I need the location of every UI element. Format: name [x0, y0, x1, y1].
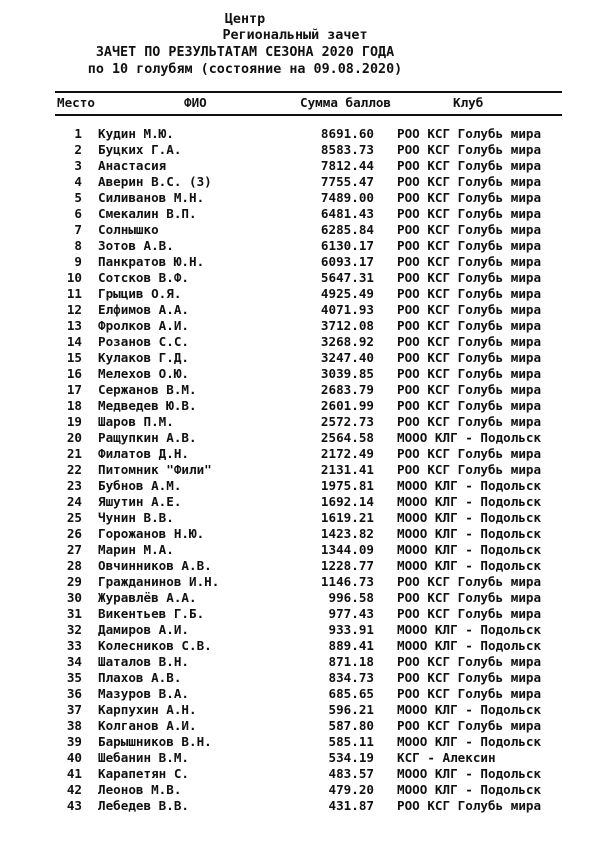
row-place: 40: [66, 750, 82, 765]
row-place: 1: [74, 126, 82, 141]
row-club: РОО КСГ Голубь мира: [397, 302, 542, 317]
table-row: [0, 350, 600, 366]
row-score: 7489.00: [320, 190, 374, 205]
row-name: Панкратов Ю.Н.: [98, 254, 205, 269]
table-row: [0, 462, 600, 478]
row-club: РОО КСГ Голубь мира: [397, 190, 542, 205]
row-place: 7: [74, 222, 82, 237]
row-club: МООО КЛГ - Подольск: [397, 478, 542, 493]
table-row: [0, 670, 600, 686]
row-score: 4071.93: [320, 302, 374, 317]
row-score: 2131.41: [320, 462, 374, 477]
table-row: [0, 542, 600, 558]
row-score: 1146.73: [320, 574, 374, 589]
table-row: [0, 590, 600, 606]
row-club: МООО КЛГ - Подольск: [397, 734, 542, 749]
table-row: [0, 254, 600, 270]
row-score: 2564.58: [320, 430, 374, 445]
table-row: [0, 206, 600, 222]
row-club: МООО КЛГ - Подольск: [397, 494, 542, 509]
table-row: [0, 142, 600, 158]
table-row: [0, 686, 600, 702]
row-name: Елфимов А.А.: [98, 302, 189, 317]
row-place: 6: [74, 206, 82, 221]
row-name: Викентьев Г.Б.: [98, 606, 205, 621]
row-place: 20: [66, 430, 82, 445]
row-name: Колганов А.И.: [98, 718, 197, 733]
row-club: МООО КЛГ - Подольск: [397, 542, 542, 557]
row-name: Медведев Ю.В.: [98, 398, 197, 413]
row-name: Кудин М.Ю.: [98, 126, 174, 141]
row-name: Сержанов В.М.: [98, 382, 197, 397]
table-row: [0, 702, 600, 718]
row-score: 2172.49: [320, 446, 374, 461]
row-club: РОО КСГ Голубь мира: [397, 798, 542, 813]
row-place: 33: [66, 638, 82, 653]
row-score: 2601.99: [320, 398, 374, 413]
row-name: Карапетян С.: [98, 766, 189, 781]
row-club: РОО КСГ Голубь мира: [397, 286, 542, 301]
table-row: [0, 782, 600, 798]
row-place: 41: [66, 766, 82, 781]
row-score: 8691.60: [320, 126, 374, 141]
table-row: [0, 734, 600, 750]
row-club: РОО КСГ Голубь мира: [397, 350, 542, 365]
row-club: РОО КСГ Голубь мира: [397, 174, 542, 189]
row-club: МООО КЛГ - Подольск: [397, 622, 542, 637]
column-header-club: Клуб: [453, 95, 484, 110]
row-place: 10: [66, 270, 82, 285]
row-club: МООО КЛГ - Подольск: [397, 782, 542, 797]
row-club: РОО КСГ Голубь мира: [397, 686, 542, 701]
row-place: 9: [74, 254, 82, 269]
row-name: Солнышко: [98, 222, 159, 237]
header-subtitle: по 10 голубям (состояние на 09.08.2020): [87, 62, 403, 77]
row-club: МООО КЛГ - Подольск: [397, 430, 542, 445]
row-score: 534.19: [328, 750, 374, 765]
row-club: РОО КСГ Голубь мира: [397, 382, 542, 397]
row-score: 933.91: [328, 622, 374, 637]
table-row: [0, 750, 600, 766]
row-name: Горожанов Н.Ю.: [98, 526, 205, 541]
row-club: РОО КСГ Голубь мира: [397, 718, 542, 733]
row-score: 977.43: [328, 606, 374, 621]
row-name: Шаталов В.Н.: [98, 654, 189, 669]
row-club: РОО КСГ Голубь мира: [397, 446, 542, 461]
row-score: 1619.21: [320, 510, 374, 525]
row-name: Гражданинов И.Н.: [98, 574, 220, 589]
row-place: 14: [66, 334, 82, 349]
row-place: 30: [66, 590, 82, 605]
row-place: 2: [74, 142, 82, 157]
table-row: [0, 718, 600, 734]
table-row: [0, 270, 600, 286]
row-club: МООО КЛГ - Подольск: [397, 526, 542, 541]
row-club: МООО КЛГ - Подольск: [397, 702, 542, 717]
row-score: 7755.47: [320, 174, 374, 189]
row-club: МООО КЛГ - Подольск: [397, 766, 542, 781]
row-name: Барышников В.Н.: [98, 734, 212, 749]
table-row: [0, 622, 600, 638]
row-place: 23: [66, 478, 82, 493]
row-place: 16: [66, 366, 82, 381]
row-place: 26: [66, 526, 82, 541]
row-place: 37: [66, 702, 82, 717]
column-header-place: Место: [57, 95, 95, 110]
row-place: 34: [66, 654, 82, 669]
row-place: 11: [66, 286, 82, 301]
row-place: 15: [66, 350, 82, 365]
row-name: Шаров П.М.: [98, 414, 174, 429]
table-row: [0, 414, 600, 430]
row-place: 17: [66, 382, 82, 397]
row-score: 6285.84: [320, 222, 374, 237]
row-place: 8: [74, 238, 82, 253]
row-name: Бубнов А.М.: [98, 478, 182, 493]
row-score: 685.65: [328, 686, 374, 701]
row-place: 42: [66, 782, 82, 797]
table-row: [0, 158, 600, 174]
row-score: 6130.17: [320, 238, 374, 253]
row-club: РОО КСГ Голубь мира: [397, 462, 542, 477]
row-name: Буцких Г.А.: [98, 142, 182, 157]
table-row: [0, 574, 600, 590]
table-row: [0, 798, 600, 814]
row-score: 3712.08: [320, 318, 374, 333]
row-name: Розанов С.С.: [98, 334, 189, 349]
table-row: [0, 126, 600, 142]
row-name: Колесников С.В.: [98, 638, 212, 653]
row-place: 19: [66, 414, 82, 429]
row-score: 1975.81: [320, 478, 374, 493]
table-row: [0, 766, 600, 782]
column-header-name: ФИО: [184, 95, 207, 110]
row-place: 22: [66, 462, 82, 477]
row-score: 871.18: [328, 654, 374, 669]
row-score: 6093.17: [320, 254, 374, 269]
row-name: Смекалин В.П.: [98, 206, 197, 221]
row-club: РОО КСГ Голубь мира: [397, 398, 542, 413]
row-score: 483.57: [328, 766, 374, 781]
row-score: 1344.09: [320, 542, 374, 557]
row-place: 31: [66, 606, 82, 621]
row-name: Ращупкин А.В.: [98, 430, 197, 445]
row-name: Кулаков Г.Д.: [98, 350, 189, 365]
row-score: 587.80: [328, 718, 374, 733]
row-name: Чунин В.В.: [98, 510, 174, 525]
table-row: [0, 366, 600, 382]
row-name: Зотов А.В.: [98, 238, 174, 253]
row-name: Шебанин В.М.: [98, 750, 189, 765]
row-club: РОО КСГ Голубь мира: [397, 238, 542, 253]
row-name: Яшутин А.Е.: [98, 494, 182, 509]
row-score: 3039.85: [320, 366, 374, 381]
row-place: 32: [66, 622, 82, 637]
table-row: [0, 606, 600, 622]
row-name: Журавлёв А.А.: [98, 590, 197, 605]
row-name: Марин М.А.: [98, 542, 174, 557]
top-rule: [55, 91, 562, 93]
row-score: 2683.79: [320, 382, 374, 397]
table-row: [0, 510, 600, 526]
table-row: [0, 446, 600, 462]
table-row: [0, 190, 600, 206]
row-club: КСГ - Алексин: [397, 750, 496, 765]
row-club: МООО КЛГ - Подольск: [397, 558, 542, 573]
row-score: 6481.43: [320, 206, 374, 221]
row-club: РОО КСГ Голубь мира: [397, 606, 542, 621]
row-club: РОО КСГ Голубь мира: [397, 574, 542, 589]
row-score: 1423.82: [320, 526, 374, 541]
row-score: 596.21: [328, 702, 374, 717]
table-row: [0, 526, 600, 542]
row-club: РОО КСГ Голубь мира: [397, 222, 542, 237]
row-club: РОО КСГ Голубь мира: [397, 318, 542, 333]
row-name: Леонов М.В.: [98, 782, 182, 797]
row-score: 1228.77: [320, 558, 374, 573]
row-club: РОО КСГ Голубь мира: [397, 142, 542, 157]
row-name: Аверин В.С. (З): [98, 174, 212, 189]
table-row: [0, 334, 600, 350]
table-row: [0, 174, 600, 190]
row-score: 585.11: [328, 734, 374, 749]
row-place: 13: [66, 318, 82, 333]
table-row: [0, 654, 600, 670]
row-score: 7812.44: [320, 158, 374, 173]
table-row: [0, 238, 600, 254]
row-club: РОО КСГ Голубь мира: [397, 126, 542, 141]
row-score: 5647.31: [320, 270, 374, 285]
row-club: РОО КСГ Голубь мира: [397, 654, 542, 669]
row-place: 24: [66, 494, 82, 509]
row-name: Филатов Д.Н.: [98, 446, 189, 461]
row-club: РОО КСГ Голубь мира: [397, 206, 542, 221]
row-score: 834.73: [328, 670, 374, 685]
row-place: 18: [66, 398, 82, 413]
row-score: 1692.14: [320, 494, 374, 509]
row-club: РОО КСГ Голубь мира: [397, 670, 542, 685]
row-score: 996.58: [328, 590, 374, 605]
row-score: 3247.40: [320, 350, 374, 365]
row-name: Питомник "Фили": [98, 462, 212, 477]
header-center: Центр: [224, 12, 266, 27]
row-place: 5: [74, 190, 82, 205]
table-row: [0, 494, 600, 510]
row-score: 4925.49: [320, 286, 374, 301]
row-club: РОО КСГ Голубь мира: [397, 334, 542, 349]
row-place: 4: [74, 174, 82, 189]
row-score: 2572.73: [320, 414, 374, 429]
row-place: 29: [66, 574, 82, 589]
row-place: 27: [66, 542, 82, 557]
column-header-score: Сумма баллов: [300, 95, 391, 110]
row-place: 28: [66, 558, 82, 573]
row-name: Мелехов О.Ю.: [98, 366, 189, 381]
row-club: РОО КСГ Голубь мира: [397, 158, 542, 173]
row-name: Дамиров А.И.: [98, 622, 189, 637]
row-place: 38: [66, 718, 82, 733]
row-score: 889.41: [328, 638, 374, 653]
row-name: Мазуров В.А.: [98, 686, 189, 701]
row-name: Лебедев В.В.: [98, 798, 189, 813]
row-score: 8583.73: [320, 142, 374, 157]
row-place: 35: [66, 670, 82, 685]
row-place: 3: [74, 158, 82, 173]
row-club: РОО КСГ Голубь мира: [397, 590, 542, 605]
table-row: [0, 558, 600, 574]
table-row: [0, 286, 600, 302]
results-table: [0, 126, 600, 814]
row-club: РОО КСГ Голубь мира: [397, 254, 542, 269]
table-row: [0, 398, 600, 414]
row-club: РОО КСГ Голубь мира: [397, 366, 542, 381]
table-row: [0, 478, 600, 494]
row-place: 12: [66, 302, 82, 317]
table-row: [0, 382, 600, 398]
table-row: [0, 638, 600, 654]
table-row: [0, 222, 600, 238]
table-row: [0, 318, 600, 334]
row-place: 36: [66, 686, 82, 701]
row-club: МООО КЛГ - Подольск: [397, 638, 542, 653]
row-name: Фролков А.И.: [98, 318, 189, 333]
row-name: Плахов А.В.: [98, 670, 182, 685]
row-place: 25: [66, 510, 82, 525]
row-name: Овчинников А.В.: [98, 558, 212, 573]
row-score: 479.20: [328, 782, 374, 797]
row-name: Силиванов М.Н.: [98, 190, 205, 205]
row-club: МООО КЛГ - Подольск: [397, 510, 542, 525]
row-club: РОО КСГ Голубь мира: [397, 414, 542, 429]
row-name: Карпухин А.Н.: [98, 702, 197, 717]
row-score: 431.87: [328, 798, 374, 813]
row-name: Анастасия: [98, 158, 167, 173]
table-row: [0, 302, 600, 318]
row-score: 3268.92: [320, 334, 374, 349]
table-row: [0, 430, 600, 446]
row-name: Сотсков В.Ф.: [98, 270, 189, 285]
header-rule: [55, 114, 562, 116]
row-club: РОО КСГ Голубь мира: [397, 270, 542, 285]
row-place: 43: [66, 798, 82, 813]
header-regional: Региональный зачет: [222, 28, 368, 43]
header-title: ЗАЧЕТ ПО РЕЗУЛЬТАТАМ СЕЗОНА 2020 ГОДА: [95, 45, 395, 60]
row-place: 21: [66, 446, 82, 461]
row-name: Грыцив О.Я.: [98, 286, 182, 301]
row-place: 39: [66, 734, 82, 749]
